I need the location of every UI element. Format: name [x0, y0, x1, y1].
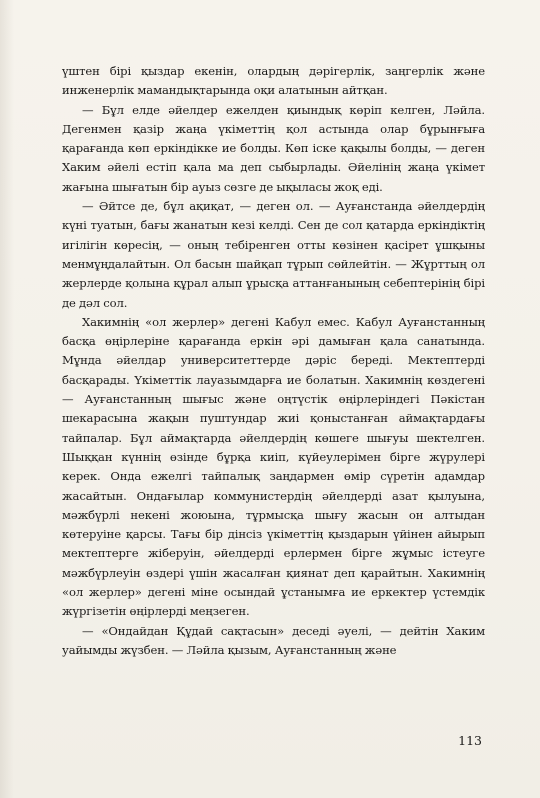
paragraph: Хакимнің «ол жерлер» дегені Кабул емес. Кабул Ауғанстанның басқа өңірлеріне қарағанда еркін әрі дамыған қала санатында. Мұнда әйелдар университеттерде дәріс береді. Мектептерді басқарады. Үкіметтік лауазымдарға ие болатын. Хакимнің көздегені — Ауғанстанның шығыс және оңтүстік өңірлеріндегі Пәкістан шекарасына жақын пуштундар жиі қоныстанған аймақтардағы тайпалар. Бұл аймақтарда әйелдердің көшеге шығуы шектелген. Шыққан күннің өзінде бұрқа киіп, күйеулерімен бірге жүрулері керек. Онда ежелгі тайпалық заңдармен өмір сүретін адамдар жасайтын. Ондағылар коммунистердің әйелдерді азат қылуына, мәжбүрлі некені жоюына, тұрмысқа шығу жасын он алтыдан көтеруіне қарсы. Тағы бір дінсіз үкіметтің қыздарын үйінен айырып мектептерге жіберуін, әйелдерді ерлермен бірге жұмыс істеуге мәжбүрлеуін өздері үшін жасалған қиянат деп қарайтын. Хакимнің «ол жерлер» дегені міне осындай ұстанымға ие еркектер үстемдік жүргізетін өңірлерді меңзеген.: [62, 314, 485, 619]
page-number: 113: [458, 733, 482, 748]
paragraph: — «Ондайдан Құдай сақтасын» деседі әуелі, — дейтін Хаким уайымды жүзбен. — Ләйла қызым, Ауғанстанның және: [62, 623, 485, 657]
paragraph: үштен бірі қыздар екенін, олардың дәрігерлік, заңгерлік және инженерлік мамандықтарында оқи алатынын айтқан.: [62, 64, 485, 98]
paragraph: — Әйтсе де, бұл ақиқат, — деген ол. — Ауғанстанда әйелдердің күні туатын, бағы жанатын кезі келді. Сен де сол қатарда еркіндіктің игілігін көресің, — оның тебіренген отты көзінен қасірет ұшқыны менмұңдалайтын. Ол басын шайқап тұрып сөйлейтін. — Жұрттың ол жерлерде қолына құрал алып ұрысқа аттанғанының себептерінің бірі де дәл сол.: [62, 199, 485, 310]
paragraph: — Бұл елде әйелдер ежелден қиындық көріп келген, Ләйла. Дегенмен қазір жаңа үкіметтің қол астында олар бұрынғыға қарағанда көп еркіндікке ие болды. Көп іске қақылы болды, — деген Хаким әйелі естіп қала ма деп сыбырлады. Әйелінің жаңа үкімет жағына шығатын бір ауыз сөзге де ықыласы жоқ еді.: [62, 102, 485, 194]
body-text: [62, 62, 485, 660]
